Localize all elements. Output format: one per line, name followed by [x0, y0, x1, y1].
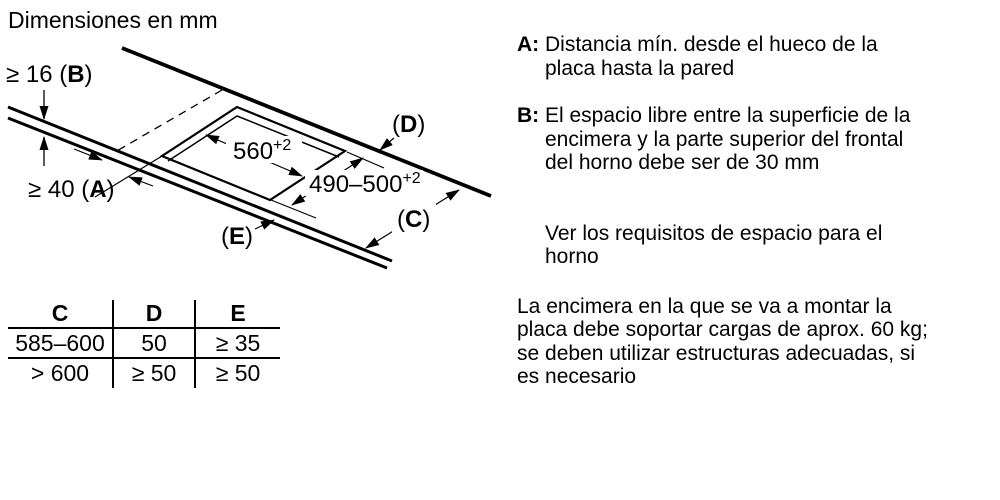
dim-a-letter: A	[89, 176, 107, 203]
table-header-e: E	[195, 300, 280, 328]
dist-a-arrow-lower	[129, 177, 153, 186]
e-label-letter: E	[229, 223, 246, 250]
e-pointer-line	[255, 220, 274, 229]
e-label-suffix: )	[245, 223, 254, 250]
dim-a-prefix: ≥ 40 (	[28, 176, 90, 203]
c-label-letter: C	[405, 206, 423, 233]
table-cell: 50	[113, 328, 195, 358]
d-label-prefix: (	[392, 111, 400, 138]
note-oven-space-line: horno	[545, 245, 599, 268]
dim-b-letter: B	[67, 61, 85, 88]
note-load-line: La encimera en la que se va a montar la	[517, 294, 892, 318]
note-a	[517, 33, 969, 80]
installation-diagram	[0, 0, 500, 300]
c-label	[397, 206, 430, 233]
d-label-letter: D	[400, 111, 418, 138]
d-label	[392, 111, 425, 138]
note-load-capacity	[517, 295, 969, 389]
note-a-line: placa hasta la pared	[545, 56, 735, 80]
note-a-line: Distancia mín. desde el hueco de la	[545, 33, 878, 56]
dimension-table	[8, 300, 280, 388]
width-value: 560	[233, 138, 274, 165]
d-pointer-line	[380, 138, 394, 150]
table-row	[8, 358, 280, 388]
table-header-d: D	[113, 300, 195, 328]
c-label-prefix: (	[397, 206, 405, 233]
c-label-suffix: )	[422, 206, 431, 233]
table-header-row	[8, 300, 280, 328]
note-load-line: es necesario	[517, 365, 637, 388]
dim-b-prefix: ≥ 16 (	[6, 61, 68, 88]
note-b-label: B:	[517, 104, 540, 127]
note-oven-space-line: Ver los requisitos de espacio para el	[545, 221, 883, 245]
table-cell: ≥ 50	[215, 360, 261, 386]
note-load-line: placa debe soportar cargas de aprox. 60 kg;	[517, 318, 928, 341]
table-row	[8, 328, 280, 358]
d-label-suffix: )	[417, 111, 426, 138]
width-tolerance-sup: +2	[273, 137, 292, 154]
table-cell: > 600	[8, 358, 113, 388]
dim-b-suffix: )	[84, 61, 93, 88]
dim-a-suffix: )	[106, 176, 115, 203]
dim-b-label	[6, 61, 93, 88]
notes-panel	[517, 33, 969, 389]
e-label-prefix: (	[221, 223, 229, 250]
table-header-c: C	[8, 300, 113, 328]
note-b-line: encimera y la parte superior del frontal	[545, 127, 904, 151]
depth-tolerance-sup: +2	[402, 170, 421, 187]
note-a-label: A:	[517, 33, 540, 56]
table-cell: 585–600	[8, 328, 113, 358]
note-b-line: El espacio libre entre la superficie de la	[545, 104, 911, 127]
depth-value: 490–500	[309, 171, 403, 198]
note-b-line: del horno debe ser de 30 mm	[545, 151, 820, 174]
e-label	[221, 223, 253, 250]
table-cell: ≥ 35	[195, 328, 280, 358]
note-oven-space	[517, 222, 969, 269]
page-title: Dimensiones en mm	[8, 7, 218, 33]
table-cell: ≥ 50	[113, 358, 195, 388]
note-b	[517, 104, 969, 175]
dim-a-label	[28, 176, 115, 203]
note-load-line: se deben utilizar estructuras adecuadas, si	[517, 341, 916, 365]
